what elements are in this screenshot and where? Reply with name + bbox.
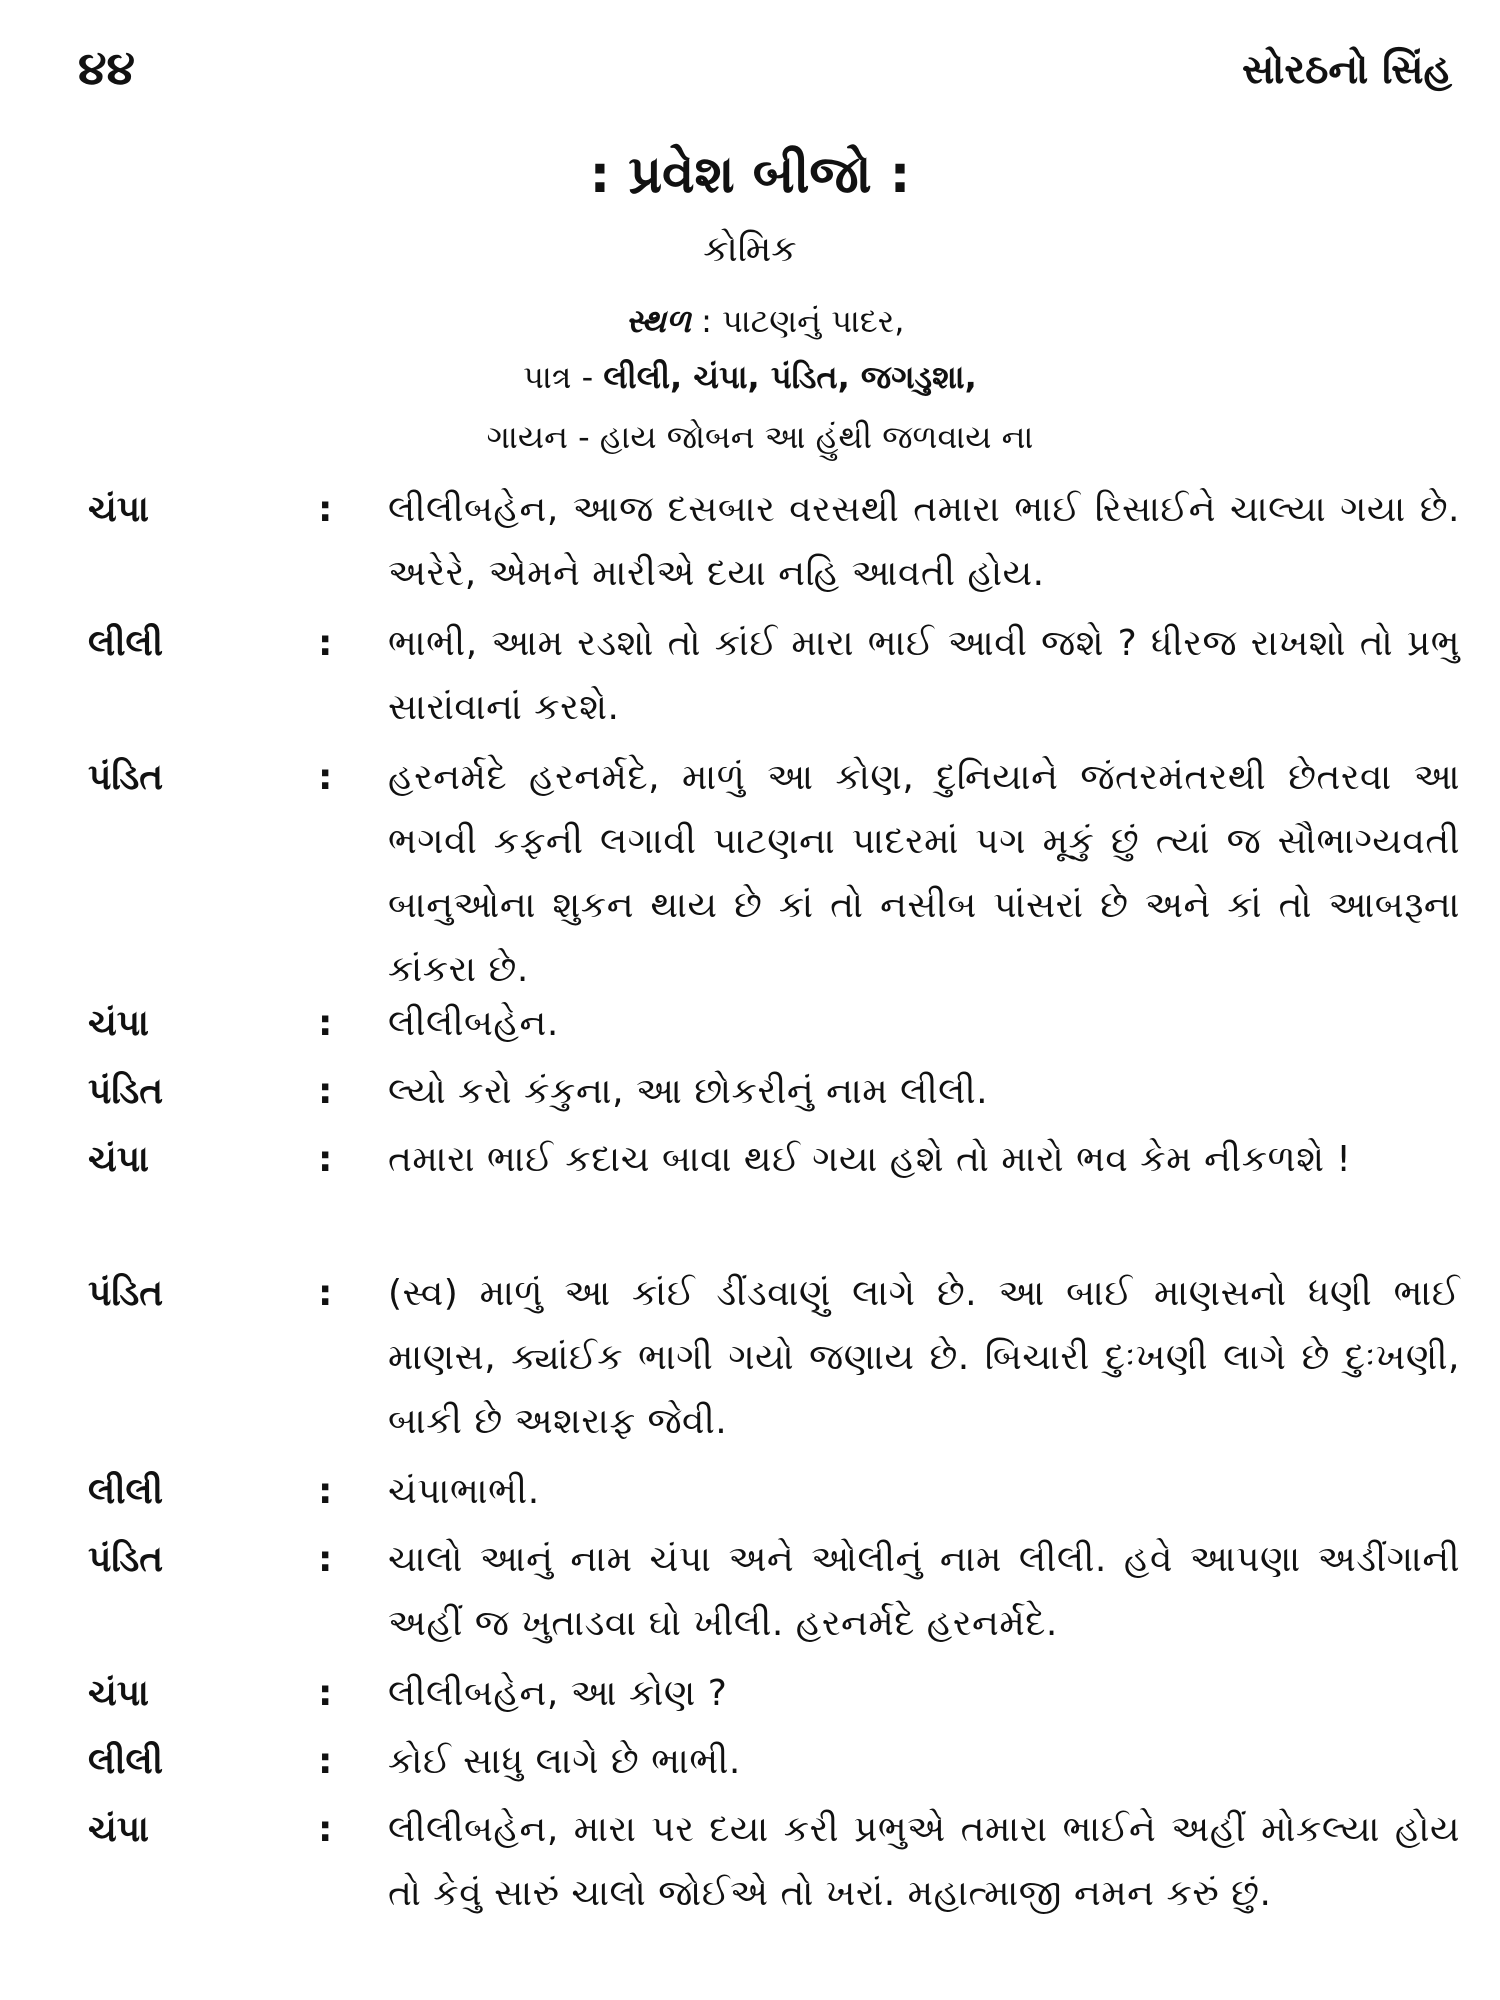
running-header-title: સોરઠનો સિંહ — [1242, 47, 1452, 93]
place-label: સ્થળ — [625, 302, 691, 340]
dialogue-text: લીલીબહેન, મારા પર દયા કરી પ્રભુએ તમારા ભાઈને અહીં મોકલ્યા હોય તો કેવું સારું ચાલો જોઈએ તો ખરાં. મહાત્માજી નમન કરું છું. — [388, 1809, 1460, 1914]
speaker-colon: : — [318, 757, 333, 798]
speaker-name: પંડિત — [88, 1539, 164, 1580]
speaker-name: લીલી — [88, 623, 164, 664]
scene-title: : પ્રવેશ બીજો : — [589, 145, 911, 205]
speaker-name: લીલી — [88, 1741, 164, 1782]
dialogue-text: લીલીબહેન. — [388, 1003, 559, 1044]
speaker-colon: : — [318, 1071, 333, 1112]
scene-characters — [0, 354, 1500, 400]
scene-subtitle: કોમિક — [703, 229, 797, 270]
speaker-name: પંડિત — [88, 1273, 164, 1314]
characters-value: લીલી, ચંપા, પંડિત, જગડુશા, — [603, 358, 977, 396]
speaker-colon: : — [318, 489, 333, 530]
speaker-colon: : — [318, 1139, 333, 1180]
speaker-colon: : — [318, 1471, 333, 1512]
speaker-colon: : — [318, 623, 333, 664]
dialogue-text: લીલીબહેન, આ કોણ ? — [388, 1673, 728, 1714]
speaker-name: ચંપા — [88, 489, 149, 530]
dialogue-text: લ્યો કરો કંકુના, આ છોકરીનું નામ લીલી. — [388, 1071, 989, 1112]
scene-song — [0, 414, 1500, 460]
song-value: હાય જોબન આ હુંથી જળવાય ના — [599, 418, 1034, 456]
scene-place — [0, 298, 1500, 344]
dialogue-text: હરનર્મદે હરનર્મદે, માળું આ કોણ, દુનિયાને જંતરમંતરથી છેતરવા આ ભગવી કફની લગાવી પાટણના પાદરમાં પગ મૂકું છું ત્યાં જ સૌભાગ્યવતી બાનુઓના શુકન થાય છે કાં તો નસીબ પાંસરાં છે અને કાં તો આબરૂના કાંકરા છે. — [388, 757, 1460, 990]
dialogue-text: કોઈ સાધુ લાગે છે ભાભી. — [388, 1741, 741, 1782]
place-value: : પાટણનું પાદર, — [690, 302, 905, 340]
speaker-colon: : — [318, 1273, 333, 1314]
speaker-colon: : — [318, 1673, 333, 1714]
speaker-name: ચંપા — [88, 1673, 149, 1714]
page-number: ૪૪ — [78, 41, 136, 95]
speaker-name: લીલી — [88, 1471, 164, 1512]
dialogue-text: ચંપાભાભી. — [388, 1471, 540, 1512]
speaker-name: પંડિત — [88, 757, 164, 798]
speaker-colon: : — [318, 1003, 333, 1044]
speaker-name: ચંપા — [88, 1139, 149, 1180]
dialogue-text: ભાભી, આમ રડશો તો કાંઈ મારા ભાઈ આવી જશે ? ધીરજ રાખશો તો પ્રભુ સારાંવાનાં કરશે. — [388, 623, 1460, 728]
speaker-colon: : — [318, 1539, 333, 1580]
speaker-name: ચંપા — [88, 1809, 149, 1850]
speaker-colon: : — [318, 1809, 333, 1850]
dialogue-text: ચાલો આનું નામ ચંપા અને ઓલીનું નામ લીલી. હવે આપણા અડીંગાની અહીં જ ખુતાડવા ઘો ખીલી. હરનર્મદે હરનર્મદે. — [388, 1539, 1460, 1644]
characters-label: પાત્ર - — [523, 358, 604, 396]
dialogue-text: (સ્વ) માળું આ કાંઈ ડીંડવાણું લાગે છે. આ બાઈ માણસનો ધણી ભાઈ માણસ, ક્યાંઈક ભાગી ગયો જણાય છે. બિચારી દુઃખણી લાગે છે દુઃખણી, બાકી છે અશરાફ જેવી. — [388, 1273, 1460, 1442]
dialogue-text: તમારા ભાઈ કદાચ બાવા થઈ ગયા હશે તો મારો ભવ કેમ નીકળશે ! — [388, 1139, 1352, 1180]
dialogue-text: લીલીબહેન, આજ દસબાર વરસથી તમારા ભાઈ રિસાઈને ચાલ્યા ગયા છે. અરેરે, એમને મારીએ દયા નહિ આવતી હોય. — [388, 489, 1460, 594]
speaker-name: ચંપા — [88, 1003, 149, 1044]
speaker-name: પંડિત — [88, 1071, 164, 1112]
speaker-colon: : — [318, 1741, 333, 1782]
song-label: ગાયન - — [486, 418, 600, 456]
